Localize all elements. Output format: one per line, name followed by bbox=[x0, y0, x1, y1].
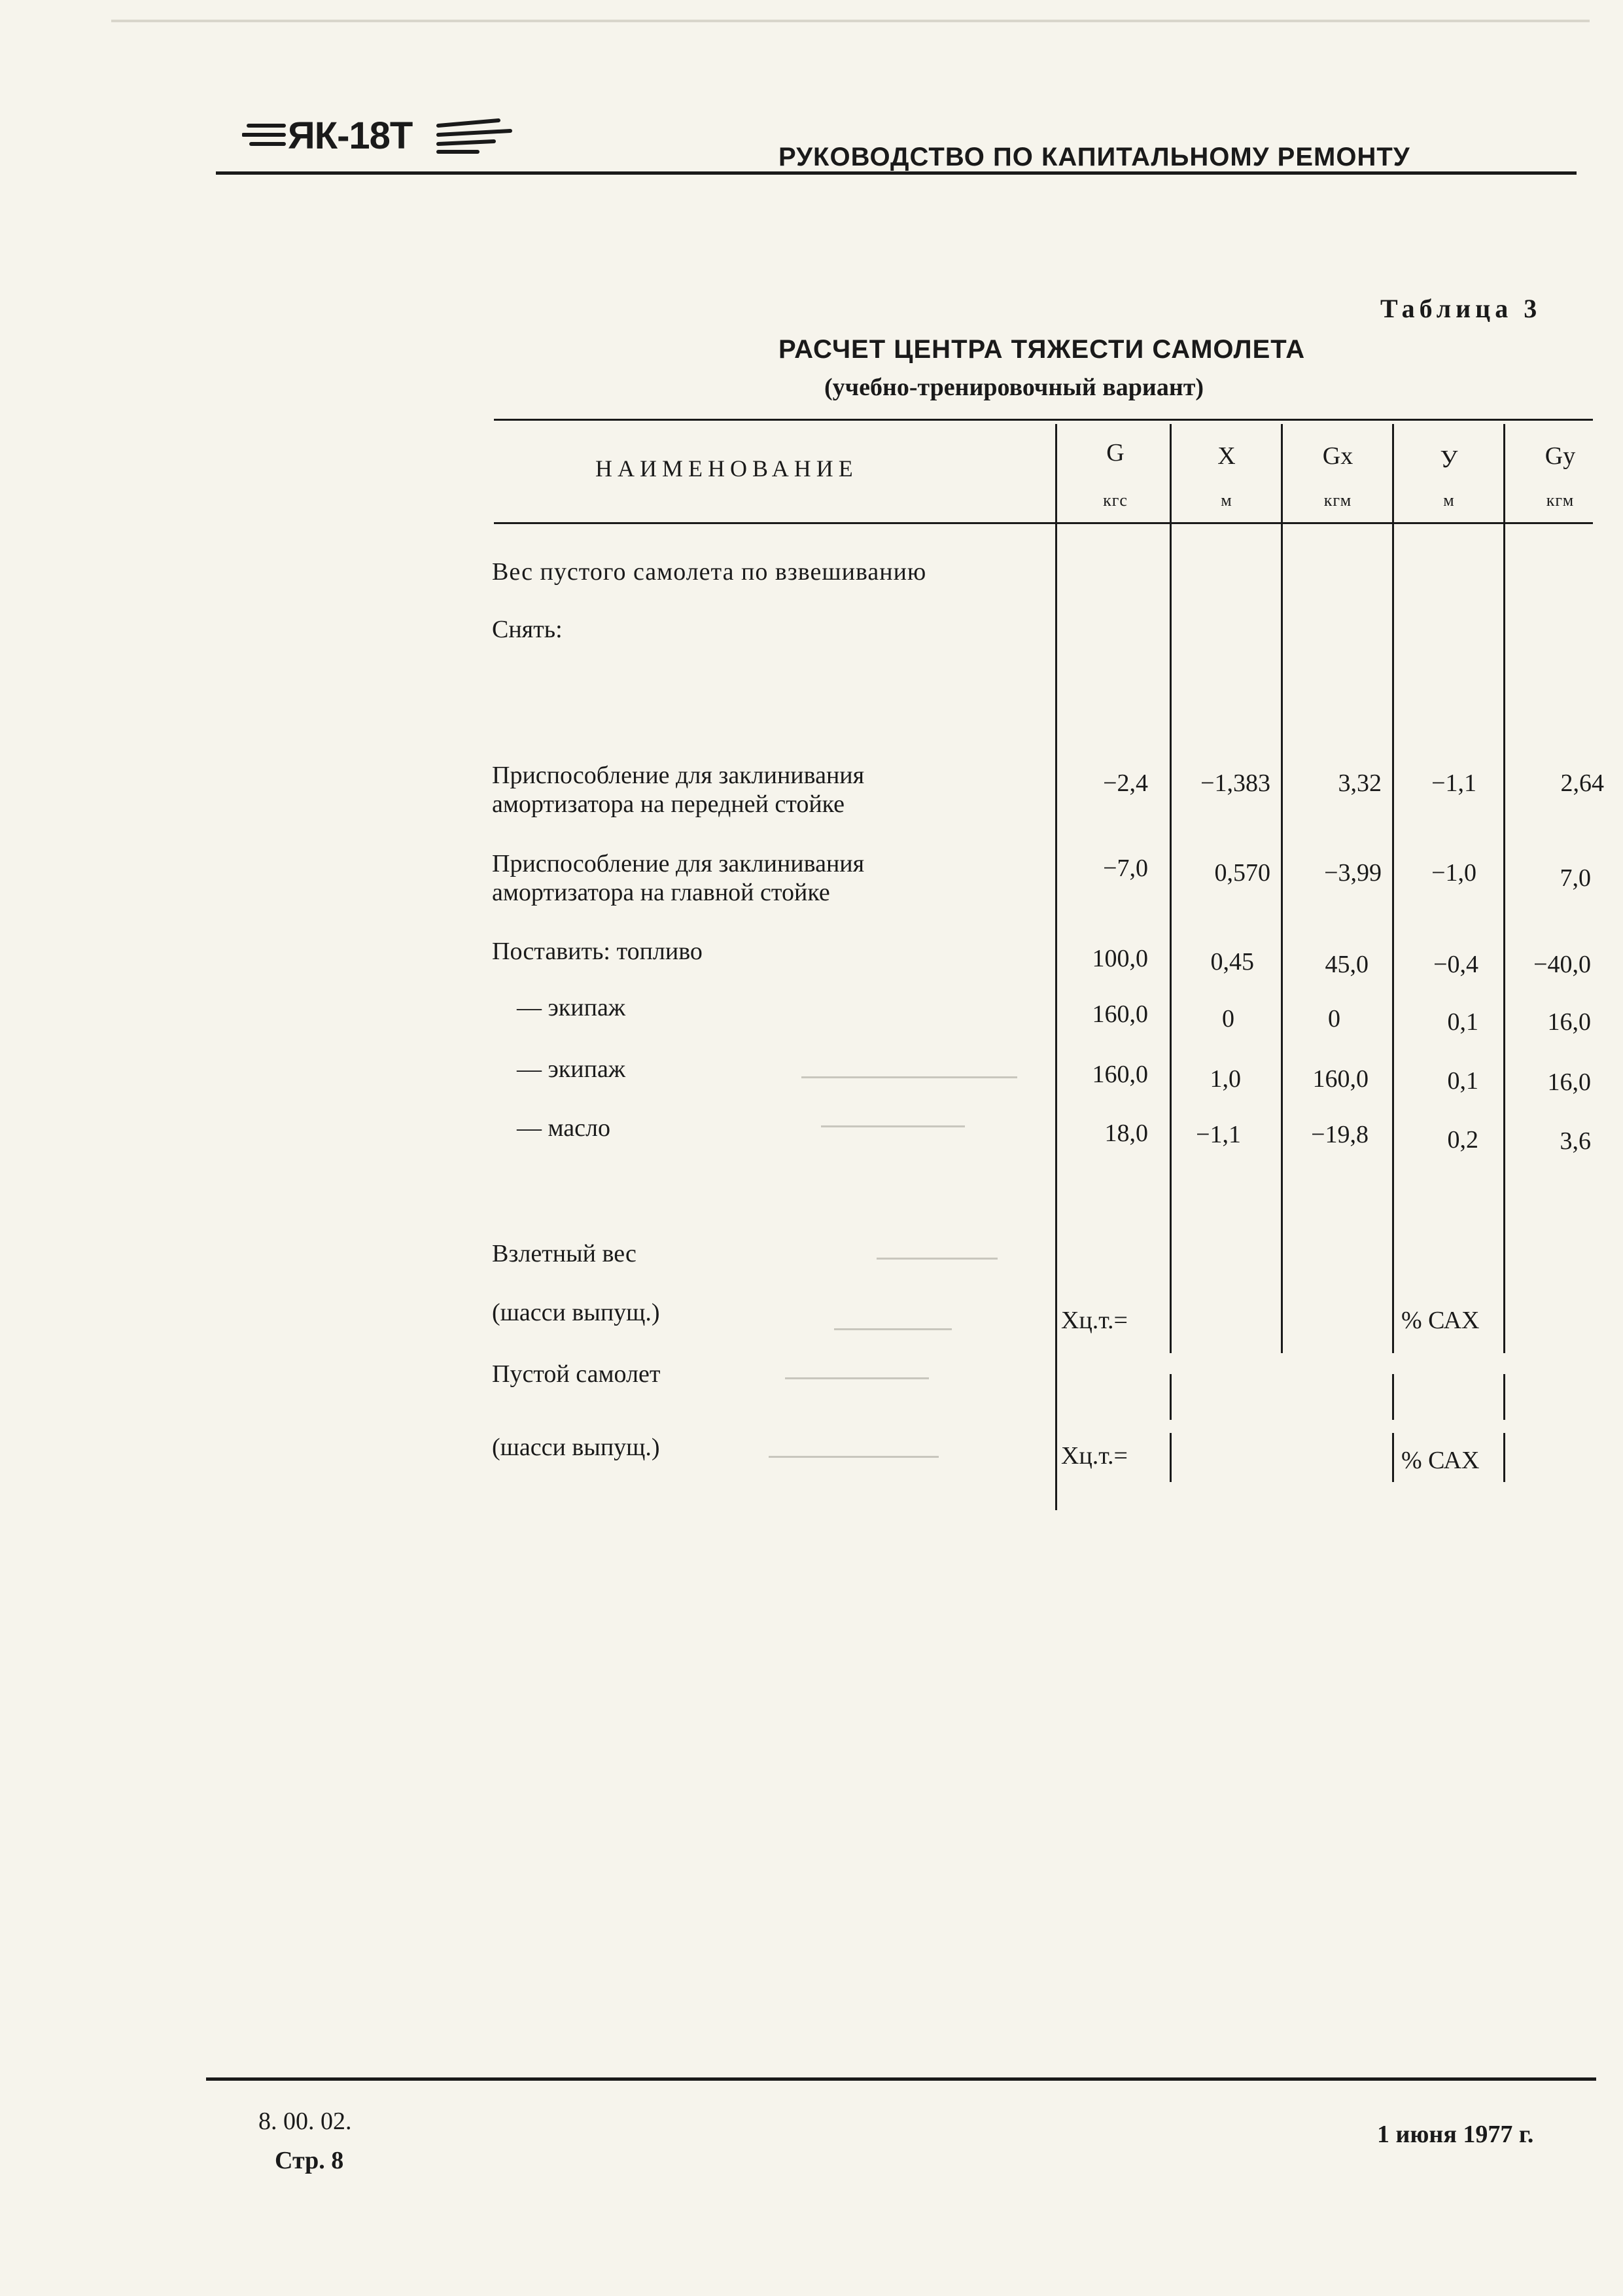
column-unit-y: м bbox=[1443, 491, 1455, 510]
cell-x: 0,570 bbox=[1214, 859, 1270, 887]
cell-g: 18,0 bbox=[1104, 1120, 1148, 1147]
column-divider bbox=[1503, 1374, 1505, 1420]
cell-y: −0,4 bbox=[1433, 951, 1478, 978]
cell-gx: −19,8 bbox=[1311, 1121, 1369, 1148]
cell-gy: 16,0 bbox=[1547, 1069, 1591, 1096]
column-divider bbox=[1170, 1374, 1172, 1420]
fill-line bbox=[801, 1076, 1017, 1078]
cell-x: 0,45 bbox=[1210, 948, 1254, 976]
column-divider bbox=[1281, 424, 1283, 1353]
fill-line bbox=[769, 1456, 939, 1458]
cell-gy: 7,0 bbox=[1560, 864, 1591, 892]
footer-rule bbox=[206, 2077, 1596, 2081]
remove-label: Снять: bbox=[492, 616, 563, 643]
cell-gy: 16,0 bbox=[1547, 1008, 1591, 1036]
empty-weight-row: Вес пустого самолета по взвешиванию bbox=[492, 558, 927, 586]
column-header-y: У bbox=[1440, 446, 1458, 473]
cell-y: −1,0 bbox=[1431, 859, 1476, 887]
column-header-g: G bbox=[1106, 439, 1125, 467]
cell-x: −1,383 bbox=[1200, 769, 1270, 797]
revision-date: 1 июня 1977 г. bbox=[1377, 2121, 1534, 2148]
column-divider bbox=[1503, 1433, 1505, 1482]
page-number: Стр. 8 bbox=[275, 2147, 344, 2174]
cell-gx: 3,32 bbox=[1338, 769, 1382, 797]
cell-g: 160,0 bbox=[1092, 1000, 1148, 1028]
fill-line bbox=[834, 1328, 952, 1330]
cell-g: −7,0 bbox=[1103, 855, 1148, 882]
column-divider bbox=[1392, 1433, 1394, 1482]
cell-gx: −3,99 bbox=[1324, 859, 1382, 887]
row-name: — масло bbox=[517, 1114, 610, 1142]
row-name: Поставить: топливо bbox=[492, 938, 703, 965]
gear-down-label: (шасси выпущ.) bbox=[492, 1434, 660, 1461]
column-header-x: X bbox=[1217, 442, 1236, 470]
column-unit-gy: кгм bbox=[1546, 491, 1575, 510]
cell-g: −2,4 bbox=[1103, 769, 1148, 797]
column-unit-x: м bbox=[1221, 491, 1232, 510]
cell-gx: 160,0 bbox=[1312, 1065, 1369, 1093]
table-title: РАСЧЕТ ЦЕНТРА ТЯЖЕСТИ САМОЛЕТА bbox=[778, 335, 1306, 364]
fill-line bbox=[877, 1258, 998, 1260]
table-subtitle: (учебно-тренировочный вариант) bbox=[824, 374, 1204, 401]
column-divider bbox=[1170, 424, 1172, 1353]
cell-x: −1,1 bbox=[1196, 1121, 1241, 1148]
row-name: Приспособление для заклинивания bbox=[492, 762, 865, 789]
row-name: — экипаж bbox=[517, 994, 626, 1021]
takeoff-weight-label: Взлетный вес bbox=[492, 1240, 637, 1267]
row-name: — экипаж bbox=[517, 1055, 626, 1083]
cell-y: 0,2 bbox=[1447, 1126, 1478, 1154]
fill-line bbox=[821, 1125, 965, 1127]
row-name: амортизатора на передней стойке bbox=[492, 790, 845, 818]
cell-x: 1,0 bbox=[1210, 1065, 1241, 1093]
row-name: Приспособление для заклинивания bbox=[492, 850, 865, 877]
cell-gy: 3,6 bbox=[1560, 1127, 1591, 1155]
cell-g: 100,0 bbox=[1092, 945, 1148, 972]
cell-y: −1,1 bbox=[1431, 769, 1476, 797]
cell-gx: 0 bbox=[1328, 1005, 1340, 1033]
mac-percent-label: % САХ bbox=[1401, 1307, 1480, 1334]
document-number: 8. 00. 02. bbox=[258, 2108, 352, 2135]
scan-edge bbox=[111, 20, 1590, 22]
column-divider bbox=[1392, 1374, 1394, 1420]
table-header-rule bbox=[494, 522, 1593, 524]
row-name: амортизатора на главной стойке bbox=[492, 879, 830, 906]
header-rule bbox=[216, 171, 1577, 175]
table-label: Таблица 3 bbox=[1380, 294, 1542, 323]
column-unit-g: кгс bbox=[1103, 491, 1128, 510]
cell-gx: 45,0 bbox=[1325, 951, 1369, 978]
cell-y: 0,1 bbox=[1447, 1067, 1478, 1095]
cell-gy: 2,64 bbox=[1560, 769, 1604, 797]
column-header-gx: Gx bbox=[1322, 442, 1353, 470]
fill-line bbox=[785, 1377, 929, 1379]
name-column-header: НАИМЕНОВАНИЕ bbox=[595, 455, 858, 482]
logo-text: ЯК-18Т bbox=[288, 115, 413, 157]
column-unit-gx: кгм bbox=[1323, 491, 1352, 510]
gear-down-label: (шасси выпущ.) bbox=[492, 1299, 660, 1326]
cell-x: 0 bbox=[1222, 1005, 1234, 1033]
column-divider bbox=[1392, 424, 1394, 1353]
cg-position-label: Xц.т.= bbox=[1061, 1307, 1128, 1334]
table-top-rule bbox=[494, 419, 1593, 421]
cg-position-label: Xц.т.= bbox=[1061, 1442, 1128, 1470]
cell-g: 160,0 bbox=[1092, 1061, 1148, 1088]
cell-y: 0,1 bbox=[1447, 1008, 1478, 1036]
column-header-gy: Gy bbox=[1544, 442, 1576, 470]
running-title: РУКОВОДСТВО ПО КАПИТАЛЬНОМУ РЕМОНТУ bbox=[778, 143, 1410, 171]
yak-18t-logo bbox=[242, 111, 517, 164]
empty-plane-label: Пустой самолет bbox=[492, 1360, 661, 1388]
mac-percent-label: % САХ bbox=[1401, 1447, 1480, 1474]
column-divider bbox=[1170, 1433, 1172, 1482]
cell-gy: −40,0 bbox=[1533, 951, 1591, 978]
column-divider bbox=[1503, 424, 1505, 1353]
